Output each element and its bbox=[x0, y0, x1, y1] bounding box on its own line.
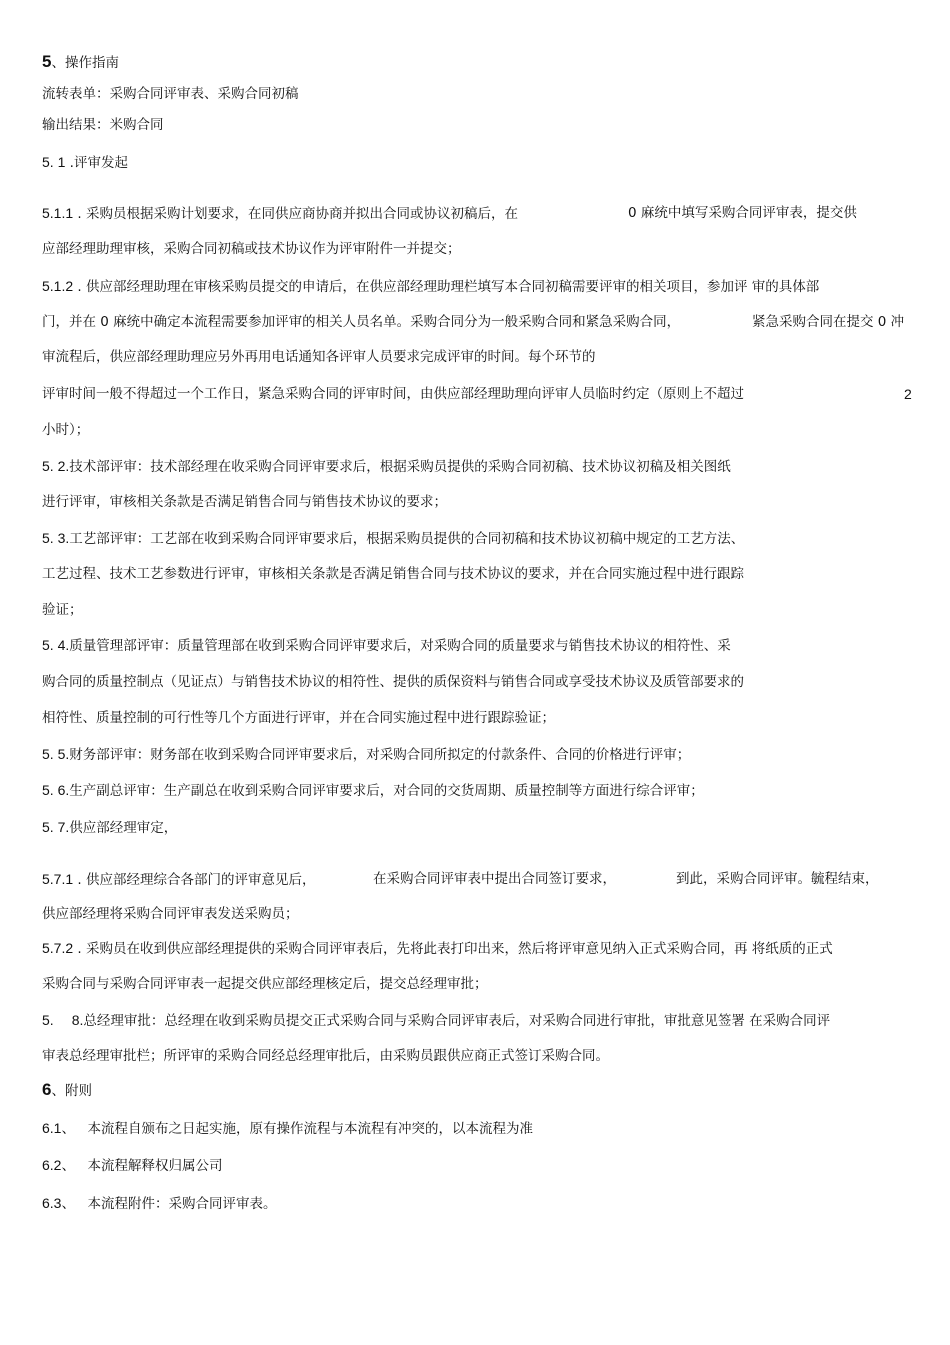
clause-5-7 bbox=[42, 818, 177, 837]
clause-text: 供应部经理审定， bbox=[69, 820, 178, 836]
clause-text: 技术部评审：技术部经理在收采购合同评审要求后，根据采购员提供的采购合同初稿、技术协议初稿及相关图纸 bbox=[69, 459, 731, 475]
clause-5-8-line-2: 审表总经理审批栏；所评审的采购合同经总经理审批后，由采购员跟供应商正式签订采购合同。 bbox=[42, 1048, 609, 1064]
section-6-number: 6 bbox=[42, 1080, 52, 1099]
clause-text: . 采购员根据采购计划要求，在同供应商协商并拟出合同或协议初稿后，在 bbox=[73, 206, 519, 222]
clause-5-7-2-line-1 bbox=[42, 939, 833, 958]
clause-5-4-line-1 bbox=[42, 636, 731, 655]
clause-5-1-2-line-5: 小时）； bbox=[42, 422, 90, 438]
clause-text: 质量管理部评审：质量管理部在收到采购合同评审要求后，对采购合同的质量要求与销售技术协议的相符性、采 bbox=[69, 638, 731, 654]
clause-5-1-2-line-4: 评审时间一般不得超过一个工作日，紧急采购合同的评审时间，由供应部经理助理向评审人员临时约定（原则上不超过 bbox=[42, 386, 744, 402]
clause-text: . 供应部经理综合各部门的评审意见后， bbox=[73, 872, 316, 888]
clause-text: 财务部评审：财务部在收到采购合同评审要求后，对采购合同所拟定的付款条件、合同的价格进行评审； bbox=[69, 747, 691, 763]
clause-5-6 bbox=[42, 781, 704, 800]
clause-number: 5.1.1 bbox=[42, 205, 74, 221]
section-6-heading bbox=[42, 1081, 92, 1100]
clause-number: 5. 7. bbox=[42, 819, 70, 835]
clause-number: 5.7.1 bbox=[42, 871, 74, 887]
clause-5-1-2-line-2: 门，并在 0 麻统中确定本流程需要参加评审的相关人员名单。采购合同分为一般采购合同和紧急采购合同， bbox=[42, 314, 681, 330]
clause-5-7-1-line-1-tail: 到此，采购合同评审。毓程结束， bbox=[676, 871, 879, 887]
clause-text: 工艺部评审：工艺部在收到采购合同评审要求后，根据采购员提供的合同初稿和技术协议初稿中规定的工艺方法、 bbox=[69, 531, 745, 547]
clause-5-1-2-line-3: 审流程后，供应部经理助理应另外再用电话通知各评审人员要求完成评审的时间。每个环节的 bbox=[42, 349, 596, 365]
clause-5-1-1-line-1-tail: 0 麻统中填写采购合同评审表，提交供 bbox=[628, 205, 857, 221]
clause-number: 5. 5. bbox=[42, 746, 70, 762]
clause-text: . 供应部经理助理在审核采购员提交的申请后，在供应部经理助理栏填写本合同初稿需要评审的相关项目，参加评 审的具体部 bbox=[73, 279, 820, 295]
clause-number: 5. bbox=[42, 1012, 54, 1028]
clause-5-3-line-3: 验证； bbox=[42, 602, 83, 618]
clause-number: 6.2、 bbox=[42, 1157, 76, 1173]
clause-5-4-line-3: 相符性、质量控制的可行性等几个方面进行评审，并在合同实施过程中进行跟踪验证； bbox=[42, 710, 555, 726]
clause-number: 6.1、 bbox=[42, 1120, 76, 1136]
clause-text: 本流程自颁布之日起实施，原有操作流程与本流程有冲突的，以本流程为准 bbox=[87, 1121, 533, 1137]
flow-forms-line: 流转表单：采购合同评审表、采购合同初稿 bbox=[42, 86, 299, 102]
clause-5-8-line-1 bbox=[42, 1011, 830, 1030]
clause-text: 本流程附件：采购合同评审表。 bbox=[87, 1196, 277, 1212]
clause-number: 5. 4. bbox=[42, 637, 70, 653]
clause-number: 5.1.2 bbox=[42, 278, 74, 294]
clause-5-4-line-2: 购合同的质量控制点（见证点）与销售技术协议的相符性、提供的质保资料与销售合同或享受技术协议及质管部要求的 bbox=[42, 674, 744, 690]
clause-5-3-line-2: 工艺过程、技术工艺参数进行评审，审核相关条款是否满足销售合同与技术协议的要求，并在合同实施过程中进行跟踪 bbox=[42, 566, 744, 582]
clause-text: 总经理审批：总经理在收到采购员提交正式采购合同与采购合同评审表后，对采购合同进行审批，审批意见签署 在采购合同评 bbox=[83, 1013, 831, 1029]
clause-number: 5. 1 bbox=[42, 154, 66, 170]
section-5-heading bbox=[42, 53, 119, 72]
clause-text: 本流程解释权归属公司 bbox=[87, 1158, 223, 1174]
clause-5-1-2-hours: 2 bbox=[904, 386, 912, 402]
clause-5-1-2-line-1 bbox=[42, 277, 819, 296]
clause-text: 生产副总评审：生产副总在收到采购合同评审要求后，对合同的交货周期、质量控制等方面进行综合评审； bbox=[69, 783, 704, 799]
clause-5-7-1-line-1-mid: 在采购合同评审表中提出合同签订要求， bbox=[373, 871, 616, 887]
clause-5-7-2-line-2: 采购合同与采购合同评审表一起提交供应部经理核定后，提交总经理审批； bbox=[42, 976, 488, 992]
clause-6-2 bbox=[42, 1156, 222, 1175]
clause-number: 5. 2. bbox=[42, 458, 70, 474]
output-line: 输出结果：米购合同 bbox=[42, 117, 164, 133]
clause-5-7-1-line-1 bbox=[42, 870, 316, 889]
clause-text: .评审发起 bbox=[65, 155, 128, 171]
clause-5-1-1-line-2: 应部经理助理审核，采购合同初稿或技术协议作为评审附件一并提交； bbox=[42, 241, 461, 257]
clause-5-1-2-line-2-tail: 紧急采购合同在提交 0 冲 bbox=[752, 314, 905, 330]
section-5-title: 、操作指南 bbox=[51, 55, 119, 71]
clause-5-2-line-1 bbox=[42, 457, 731, 476]
clause-text: . 采购员在收到供应部经理提供的采购合同评审表后，先将此表打印出来，然后将评审意见纳入正式采购合同，再 将纸质的正式 bbox=[73, 941, 833, 957]
clause-5-5 bbox=[42, 745, 690, 764]
clause-number: 5. 3. bbox=[42, 530, 70, 546]
clause-6-3 bbox=[42, 1194, 276, 1213]
clause-number: 6.3、 bbox=[42, 1195, 76, 1211]
section-5-number: 5 bbox=[42, 52, 52, 71]
clause-number: 5.7.2 bbox=[42, 940, 74, 956]
clause-5-1 bbox=[42, 153, 128, 172]
clause-5-3-line-1 bbox=[42, 529, 744, 548]
clause-6-1 bbox=[42, 1119, 533, 1138]
section-6-title: 、附则 bbox=[51, 1083, 92, 1099]
clause-number: 5. 6. bbox=[42, 782, 70, 798]
clause-number-2: 8. bbox=[71, 1012, 84, 1028]
clause-5-1-1-line-1 bbox=[42, 204, 518, 223]
clause-5-2-line-2: 进行评审，审核相关条款是否满足销售合同与销售技术协议的要求； bbox=[42, 494, 447, 510]
clause-5-7-1-line-2: 供应部经理将采购合同评审表发送采购员； bbox=[42, 906, 299, 922]
